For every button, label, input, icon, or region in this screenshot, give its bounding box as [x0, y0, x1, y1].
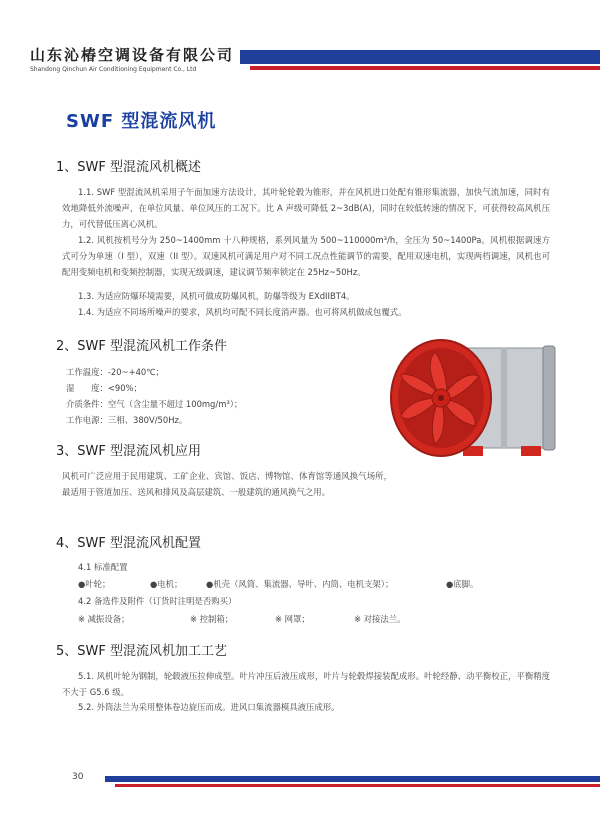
optional-item-control-box: ※ 控制箱； [190, 614, 234, 624]
page-title: SWF 型混流风机 [66, 111, 217, 132]
condition-power: 工作电源：三相、380V/50Hz。 [66, 415, 188, 425]
section-1-paragraph-1: 1.1. SWF 型混流风机采用子午面加速方法设计，其叶轮轮毂为锥形，并在风机进口处配有锥形集流器，加快气流加速，同时有效地降低外流噪声，在单位风量、单位风压的工况下。比 A 声级可降低 2~3dB(A)，同时在较低转速的情况下，可获得较高风机压力，可代替低压离心风机。 [62, 187, 550, 229]
section-1-heading: 1、SWF 型混流风机概述 [56, 160, 201, 175]
company-name-en: Shandong Qinchun Air Conditioning Equipment Co., Ltd [30, 66, 197, 73]
standard-item-impeller: ●叶轮； [78, 579, 111, 589]
footer-red-stripe [115, 784, 600, 787]
section-5-paragraph-2: 5.2. 外筒法兰为采用整体卷边旋压而成。进风口集流器模具液压成形。 [78, 702, 340, 712]
standard-item-motor: ●电机； [150, 579, 183, 589]
condition-medium: 介质条件：空气（含尘量不超过 100mg/m³）； [66, 399, 243, 409]
optional-config-title: 4.2 备选件及附件（订货时注明是否购买） [78, 596, 237, 606]
page-number: 30 [72, 772, 84, 782]
condition-humidity: 湿 度：<90%； [66, 383, 142, 393]
page-header [0, 0, 600, 95]
section-4-heading: 4、SWF 型混流风机配置 [56, 536, 201, 551]
company-name-cn: 山东沁椿空调设备有限公司 [30, 46, 235, 64]
standard-item-casing: ●机壳（风筒、集流器、导叶、内筒、电机支架）； [206, 579, 394, 589]
section-5-heading: 5、SWF 型混流风机加工工艺 [56, 644, 227, 659]
section-1-paragraph-3: 1.3. 为适应防爆环境需要，风机可做成防爆风机，防爆等级为 EXdIIBT4。 [78, 291, 355, 301]
section-3-paragraph: 风机可广泛应用于民用建筑、工矿企业、宾馆、饭店、博物馆、体育馆等通风换气场所，最适用于管道加压、送风和排风及高层建筑、一般建筑的通风换气之用。 [62, 471, 392, 497]
condition-temperature: 工作温度：-20~+40℃； [66, 367, 165, 377]
standard-config-title: 4.1 标准配置 [78, 562, 128, 572]
optional-item-flange: ※ 对接法兰。 [354, 614, 406, 624]
optional-item-damper: ※ 减振设备； [78, 614, 130, 624]
mixed-flow-fan-image [383, 336, 563, 466]
section-5-paragraph-1: 5.1. 风机叶轮为钢制，轮毂液压拉伸成型。叶片冲压后液压成形，叶片与轮毂焊接装配成形。叶轮经静、动平衡校正，平衡精度不大于 G5.6 级。 [62, 671, 550, 697]
section-2-heading: 2、SWF 型混流风机工作条件 [56, 339, 227, 354]
footer-blue-stripe [105, 776, 600, 782]
optional-item-guard: ※ 网罩； [275, 614, 310, 624]
header-red-stripe [250, 66, 600, 70]
header-blue-stripe [240, 50, 600, 64]
section-1-paragraph-4: 1.4. 为适应不同场所噪声的要求，风机均可配不同长度消声器。也可将风机做成包覆式。 [78, 307, 407, 317]
section-1-paragraph-2: 1.2. 风机按机号分为 250~1400mm 十八种规格，系列风量为 500~110000m³/h，全压为 50~1400Pa。风机根据调速方式可分为单速（I 型），双速（II 型）。双速风机可满足用户对不同工况点性能调节的需要，配用双速电机，实现两档调速，风机也可配用变频电机和变频控制器，实现无级调速，建议调节频率锁定在 25Hz~50Hz。 [62, 235, 550, 277]
standard-item-base: ●底脚。 [446, 579, 479, 589]
section-3-heading: 3、SWF 型混流风机应用 [56, 444, 201, 459]
